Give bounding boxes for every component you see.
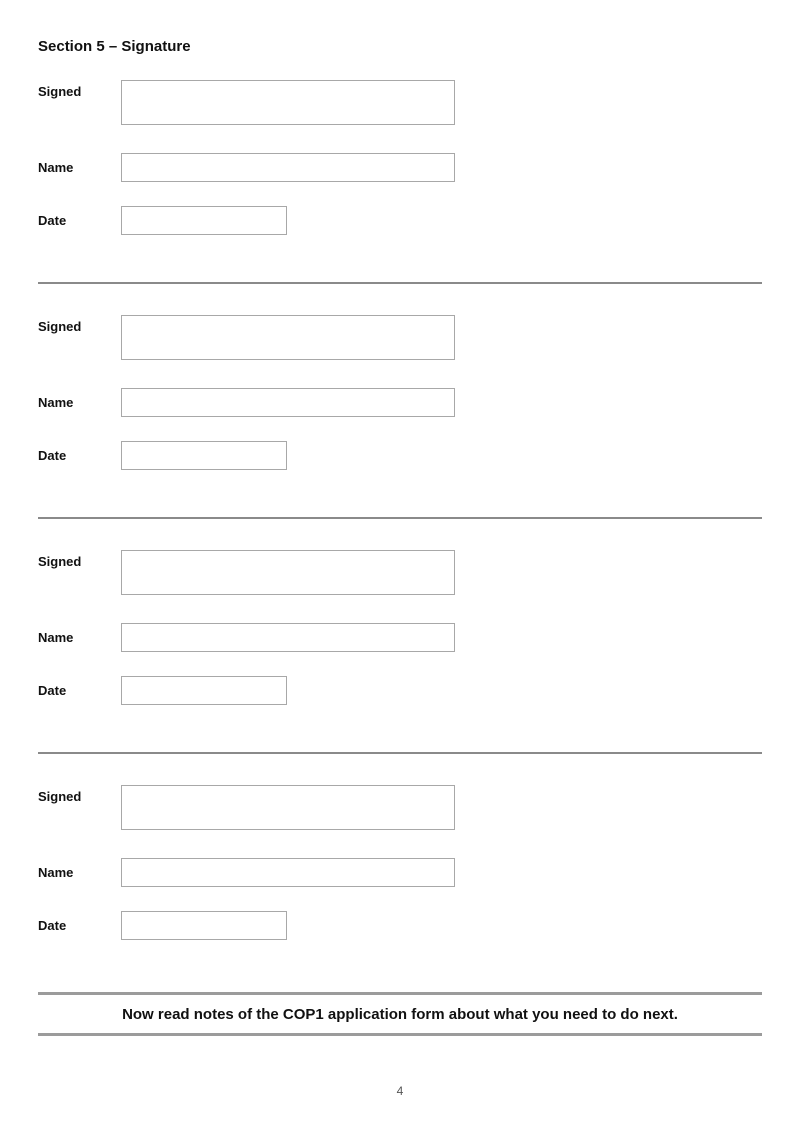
date-label: Date: [38, 213, 67, 228]
section-divider: [38, 282, 762, 284]
signature-block-4: [38, 785, 762, 940]
name-field[interactable]: [121, 623, 455, 652]
signed-field[interactable]: [121, 315, 455, 360]
date-label: Date: [38, 918, 67, 933]
name-label: Name: [38, 630, 74, 645]
date-label: Date: [38, 448, 67, 463]
signed-field[interactable]: [121, 80, 455, 125]
name-field[interactable]: [121, 388, 455, 417]
signed-label: Signed: [38, 319, 82, 334]
date-field[interactable]: [121, 206, 287, 235]
signature-block-3: [38, 550, 762, 705]
date-label: Date: [38, 683, 67, 698]
name-field[interactable]: [121, 858, 455, 887]
signed-field[interactable]: [121, 785, 455, 830]
name-label: Name: [38, 395, 74, 410]
section-title: Section 5 – Signature: [38, 38, 191, 55]
footer-note: [38, 992, 762, 1036]
section-divider: [38, 517, 762, 519]
signature-block-2: [38, 315, 762, 470]
signed-field[interactable]: [121, 550, 455, 595]
signed-label: Signed: [38, 84, 82, 99]
footer-note-text: Now read notes of the COP1 application form about what you need to do next.: [122, 1006, 678, 1023]
name-field[interactable]: [121, 153, 455, 182]
date-field[interactable]: [121, 441, 287, 470]
page-number: 4: [396, 1084, 404, 1098]
section-divider: [38, 752, 762, 754]
signed-label: Signed: [38, 554, 82, 569]
date-field[interactable]: [121, 676, 287, 705]
signature-block-1: [38, 80, 762, 235]
name-label: Name: [38, 865, 74, 880]
date-field[interactable]: [121, 911, 287, 940]
name-label: Name: [38, 160, 74, 175]
signed-label: Signed: [38, 789, 82, 804]
